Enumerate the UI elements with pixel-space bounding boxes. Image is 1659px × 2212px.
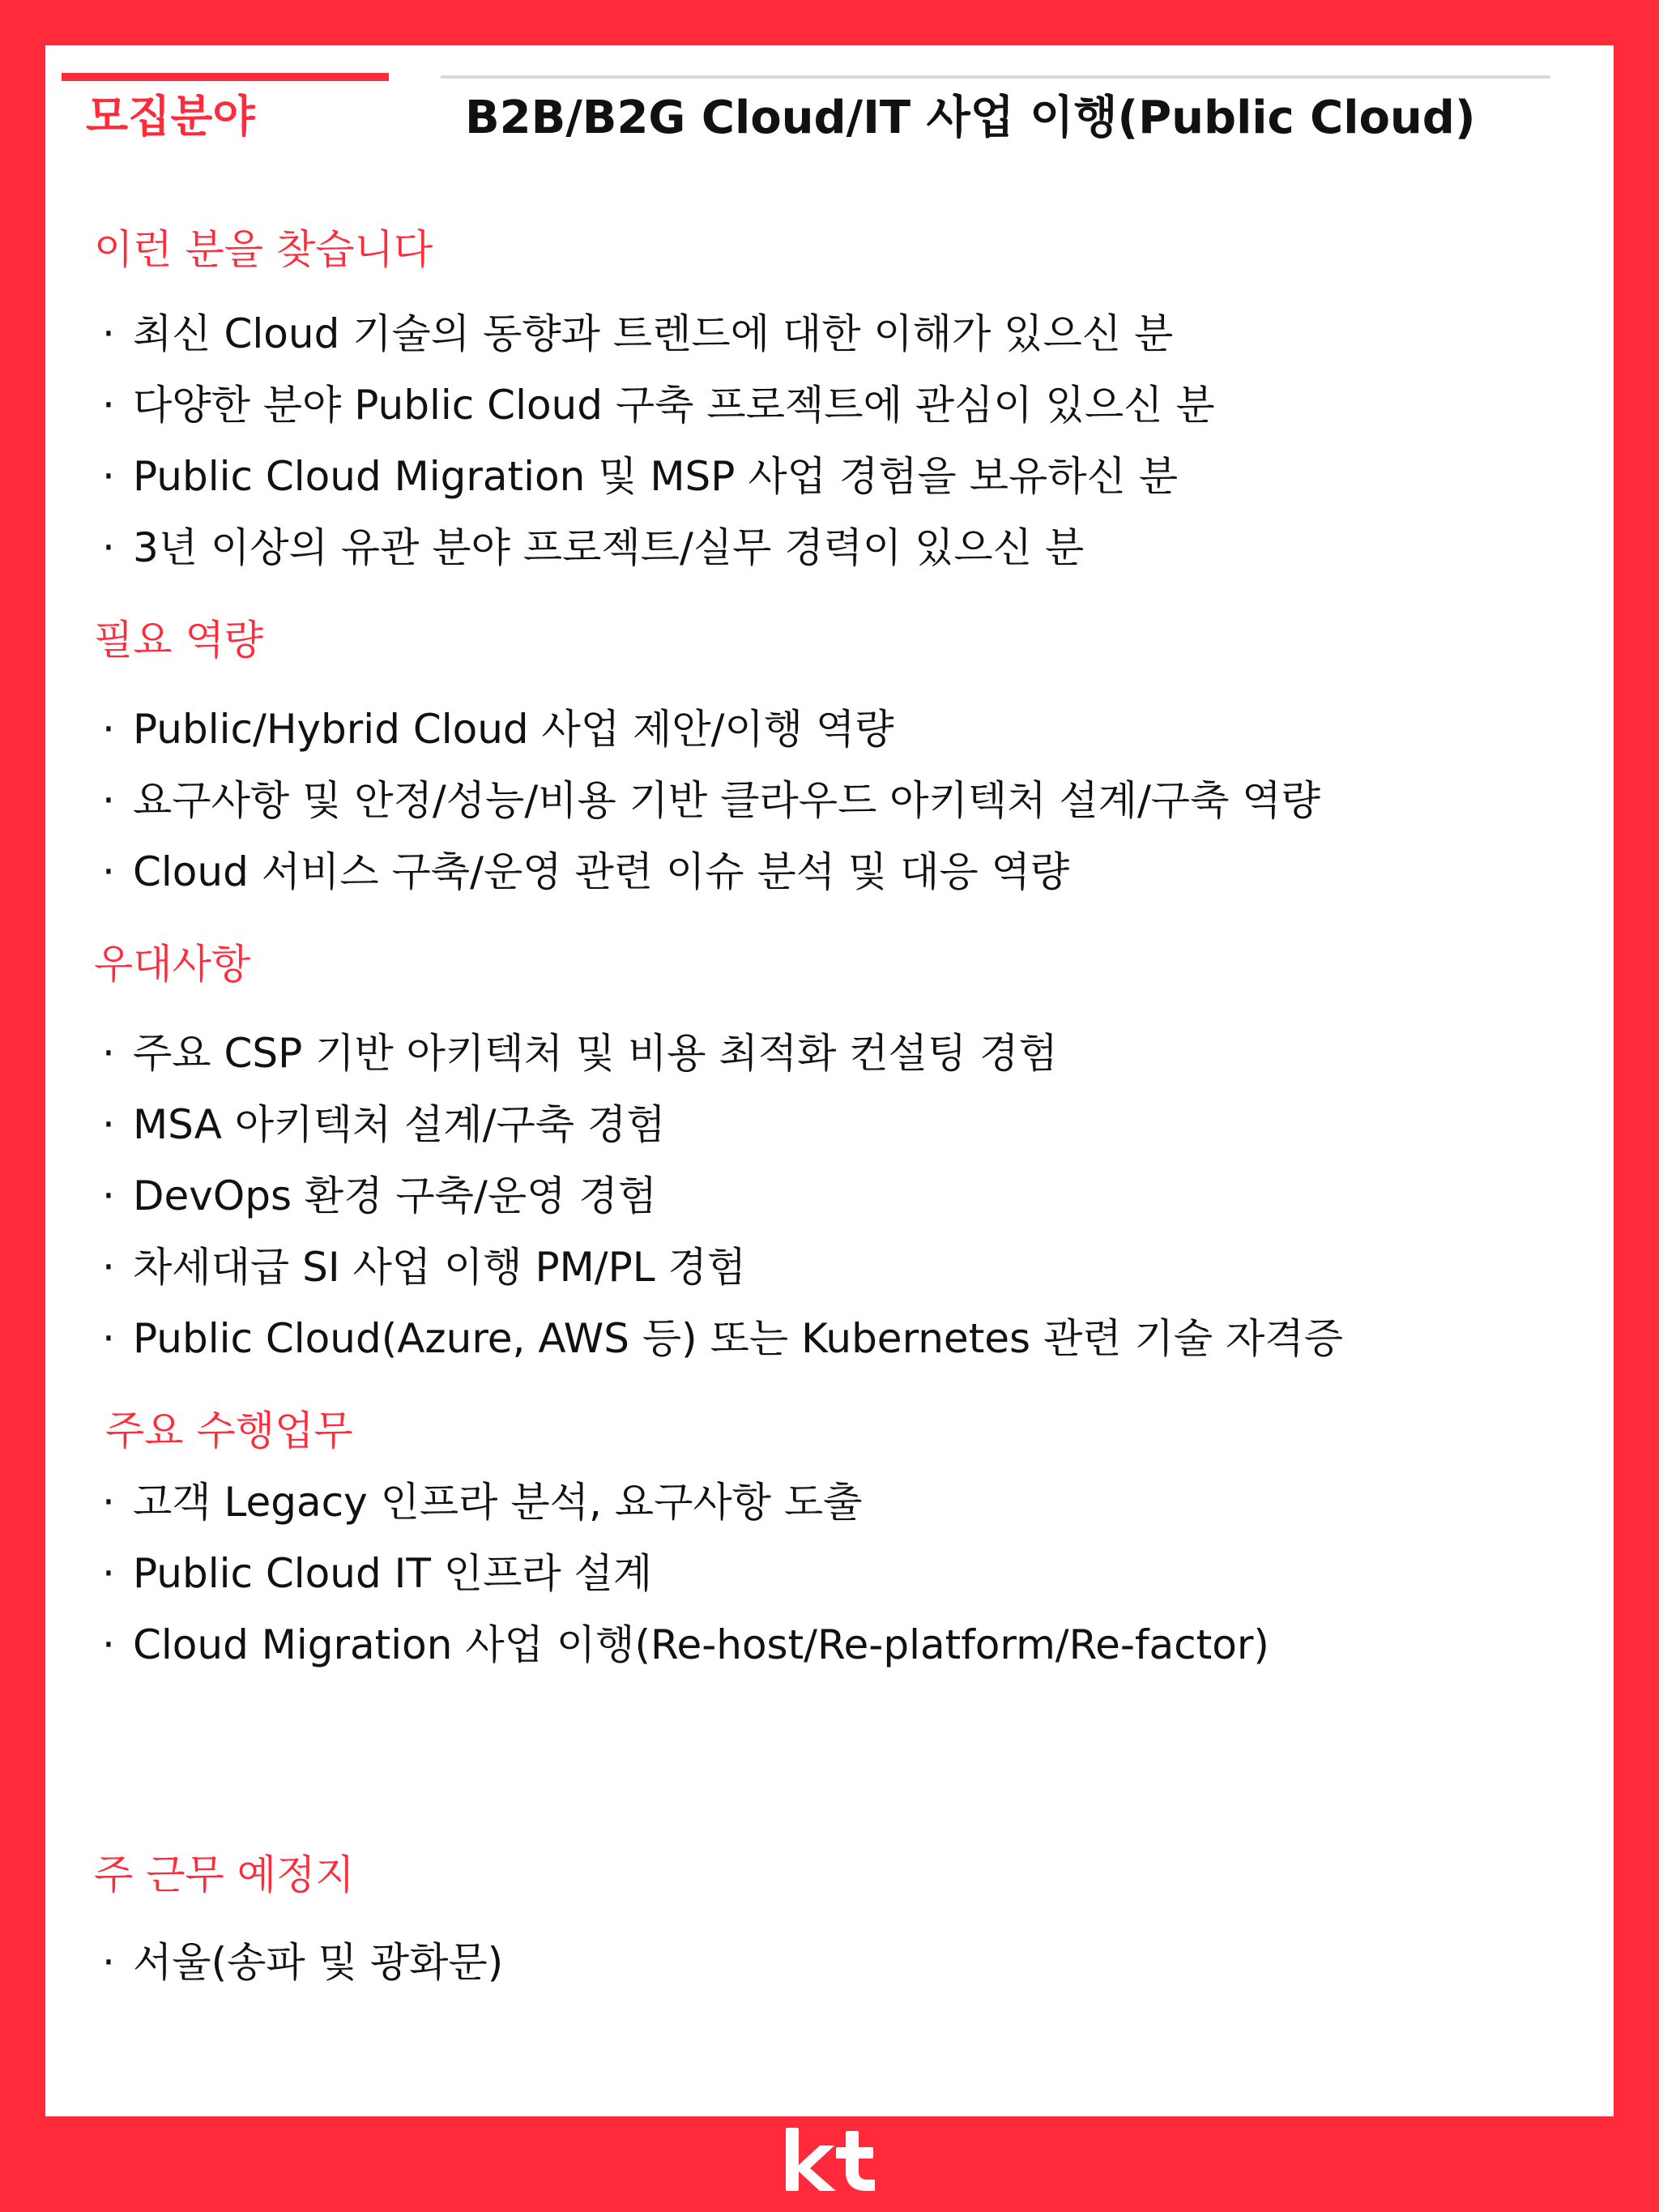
list-item-text: 다양한 분야 Public Cloud 구축 프로젝트에 관심이 있으신 분	[133, 382, 1215, 429]
list-item-text: Cloud Migration 사업 이행(Re-host/Re-platform/Re-factor)	[133, 1621, 1269, 1668]
bullet-dot: ·	[102, 310, 115, 357]
bullet-dot: ·	[102, 453, 115, 500]
section-heading-duties: 주요 수행업무	[105, 1407, 353, 1454]
field-title: B2B/B2G Cloud/IT 사업 이행(Public Cloud)	[465, 92, 1476, 144]
bullet-dot: ·	[102, 524, 115, 571]
bullet-dot: ·	[102, 1101, 115, 1148]
list-item-text: 서울(송파 및 광화문)	[133, 1939, 504, 1986]
bullet-dot: ·	[102, 1244, 115, 1291]
header-divider-rule	[441, 75, 1550, 79]
bullet-dot: ·	[102, 1939, 115, 1986]
list-item	[102, 848, 1069, 896]
list-item-text: 고객 Legacy 인프라 분석, 요구사항 도출	[133, 1479, 863, 1526]
bullet-dot: ·	[102, 1621, 115, 1668]
bullet-dot: ·	[102, 382, 115, 429]
bullet-dot: ·	[102, 777, 115, 824]
list-item-text: 주요 CSP 기반 아키텍처 및 비용 최적화 컨설팅 경험	[133, 1030, 1058, 1077]
bullet-dot: ·	[102, 1550, 115, 1597]
list-item-text: 최신 Cloud 기술의 동향과 트렌드에 대한 이해가 있으신 분	[133, 310, 1174, 357]
list-item-text: 요구사항 및 안정/성능/비용 기반 클라우드 아키텍처 설계/구축 역량	[133, 777, 1320, 824]
section-heading-location: 주 근무 예정지	[94, 1851, 355, 1898]
list-item	[102, 1549, 652, 1598]
bullet-dot: ·	[102, 1030, 115, 1077]
list-item	[102, 1100, 666, 1149]
list-item	[102, 1621, 1269, 1669]
section-heading-preferred: 우대사항	[94, 941, 251, 988]
list-item	[102, 705, 894, 754]
list-item	[102, 1478, 862, 1527]
bullet-dot: ·	[102, 706, 115, 753]
bullet-dot: ·	[102, 1172, 115, 1219]
bullet-dot: ·	[102, 1315, 115, 1362]
list-item-text: Public Cloud Migration 및 MSP 사업 경험을 보유하신 분	[133, 453, 1179, 500]
list-item	[102, 1029, 1058, 1078]
list-item	[102, 776, 1320, 825]
list-item-text: DevOps 환경 구축/운영 경험	[133, 1172, 657, 1219]
list-item	[102, 452, 1178, 501]
list-item	[102, 381, 1215, 429]
list-item	[102, 310, 1173, 358]
list-item-text: MSA 아키텍처 설계/구축 경험	[133, 1101, 666, 1148]
section-heading-skills: 필요 역량	[94, 617, 264, 664]
list-item-text: Public Cloud(Azure, AWS 등) 또는 Kubernetes 관련 기술 자격증	[133, 1315, 1343, 1362]
header-accent-rule	[62, 73, 389, 81]
list-item	[102, 1172, 657, 1220]
bullet-dot: ·	[102, 848, 115, 895]
job-posting-panel	[45, 45, 1614, 2116]
list-item-text: Public Cloud IT 인프라 설계	[133, 1550, 653, 1597]
list-item-text: Cloud 서비스 구축/운영 관련 이슈 분석 및 대응 역량	[133, 848, 1070, 895]
list-item-text: Public/Hybrid Cloud 사업 제안/이행 역량	[133, 706, 894, 753]
list-item	[102, 523, 1084, 572]
field-label: 모집분야	[86, 91, 255, 142]
list-item-text: 차세대급 SI 사업 이행 PM/PL 경험	[133, 1244, 747, 1291]
list-item-text: 3년 이상의 유관 분야 프로젝트/실무 경력이 있으신 분	[133, 524, 1085, 571]
section-heading-ideal: 이런 분을 찾습니다	[94, 226, 433, 273]
kt-logo	[783, 2123, 880, 2196]
list-item	[102, 1938, 503, 1987]
bullet-dot: ·	[102, 1479, 115, 1526]
list-item	[102, 1243, 746, 1292]
list-item	[102, 1314, 1343, 1363]
